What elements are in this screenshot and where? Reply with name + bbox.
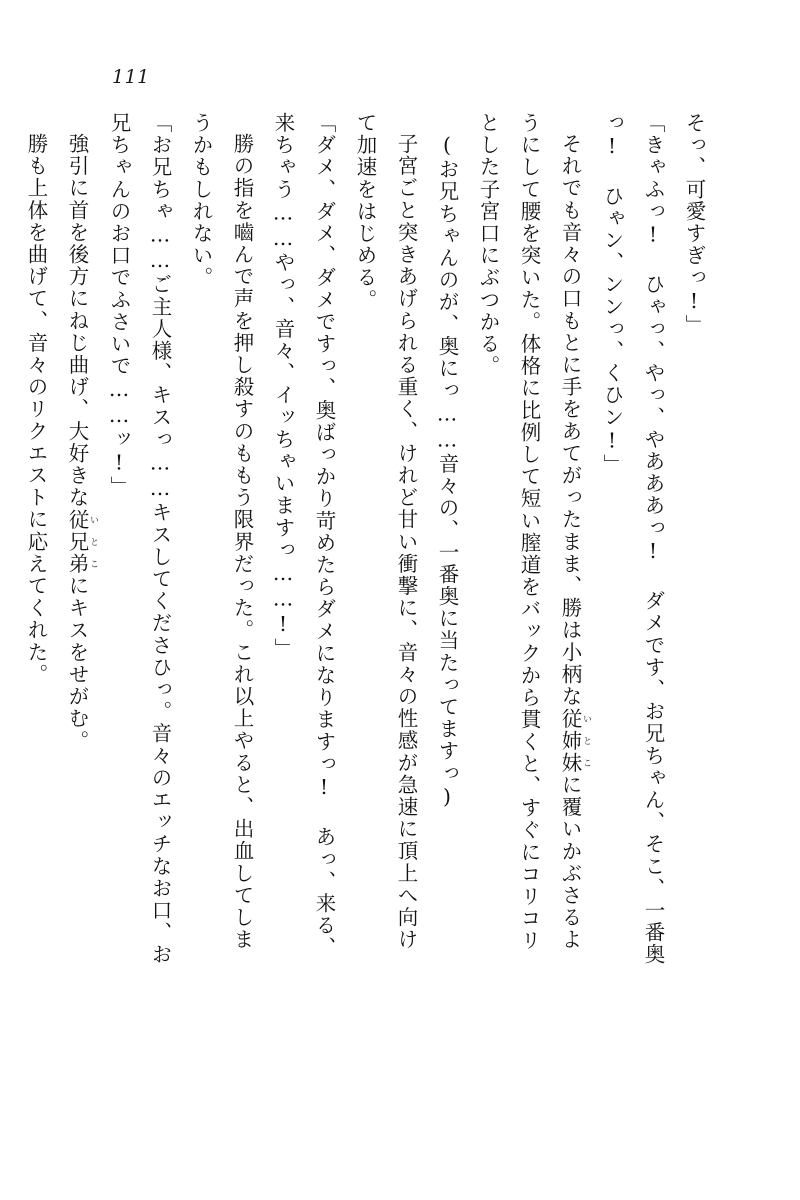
paragraph: 来ちゃう……やっ、音々、イッちゃいますっ……!」	[271, 112, 295, 660]
paragraph: 勝も上体を曲げて、音々のリクエストに応えてくれた。	[24, 133, 48, 686]
paragraph: っ! ひゃン、ンンっ、くひン!」	[600, 112, 624, 477]
paragraph: 勝の指を嚙んで声を押し殺すのももう限界だった。これ以上やると、出血してしま	[230, 133, 254, 951]
paragraph: そっ、可愛すぎっ!」	[682, 112, 706, 337]
paragraph: うかもしれない。	[189, 112, 213, 289]
ruby-itoko-1: 従姉妹 いとこ	[558, 707, 591, 774]
paragraph: うにして腰を突いた。体格に比例して短い膣道をバックから貫くと、すぐにコリコリ	[517, 112, 541, 952]
paragraph-with-ruby: それでも音々の口もとに手をあてがったまま、勝は小柄な従姉妹 いとこに覆いかぶさるよ	[558, 133, 591, 951]
paragraph: (お兄ちゃんのが、奥にっ……音々の、一番奥に当たってますっ)	[435, 133, 459, 810]
paragraph: 兄ちゃんのお口でふさいで……ッ!」	[107, 112, 131, 499]
ruby-itoko-2: 従兄弟 いとこ	[65, 508, 98, 576]
paragraph: 「お兄ちゃ……ご主人様、キスっ……キスしてくださひっ。音々のエッチなお口、お	[148, 112, 172, 966]
paragraph: 「ダメ、ダメ、ダメですっ、奥ばっかり苛めたらダメになりますっ! あっ、来る、	[312, 112, 336, 959]
paragraph: とした子宮口にぶつかる。	[476, 112, 500, 378]
paragraph: 「きゃふっ! ひゃっ、やっ、やあああっ! ダメです、お兄ちゃん、そこ、一番奥	[641, 112, 665, 966]
paragraph-with-ruby: 強引に首を後方にねじ曲げ、大好きな従兄弟 いとこにキスをせがむ。	[65, 133, 98, 752]
paragraph: て加速をはじめる。	[353, 112, 377, 311]
paragraph: 子宮ごと突きあげられる重く、けれど甘い衝撃に、音々の性感が急速に頂上へ向け	[394, 133, 418, 951]
page-number: 111	[112, 66, 150, 88]
page-text-body	[24, 112, 714, 1122]
